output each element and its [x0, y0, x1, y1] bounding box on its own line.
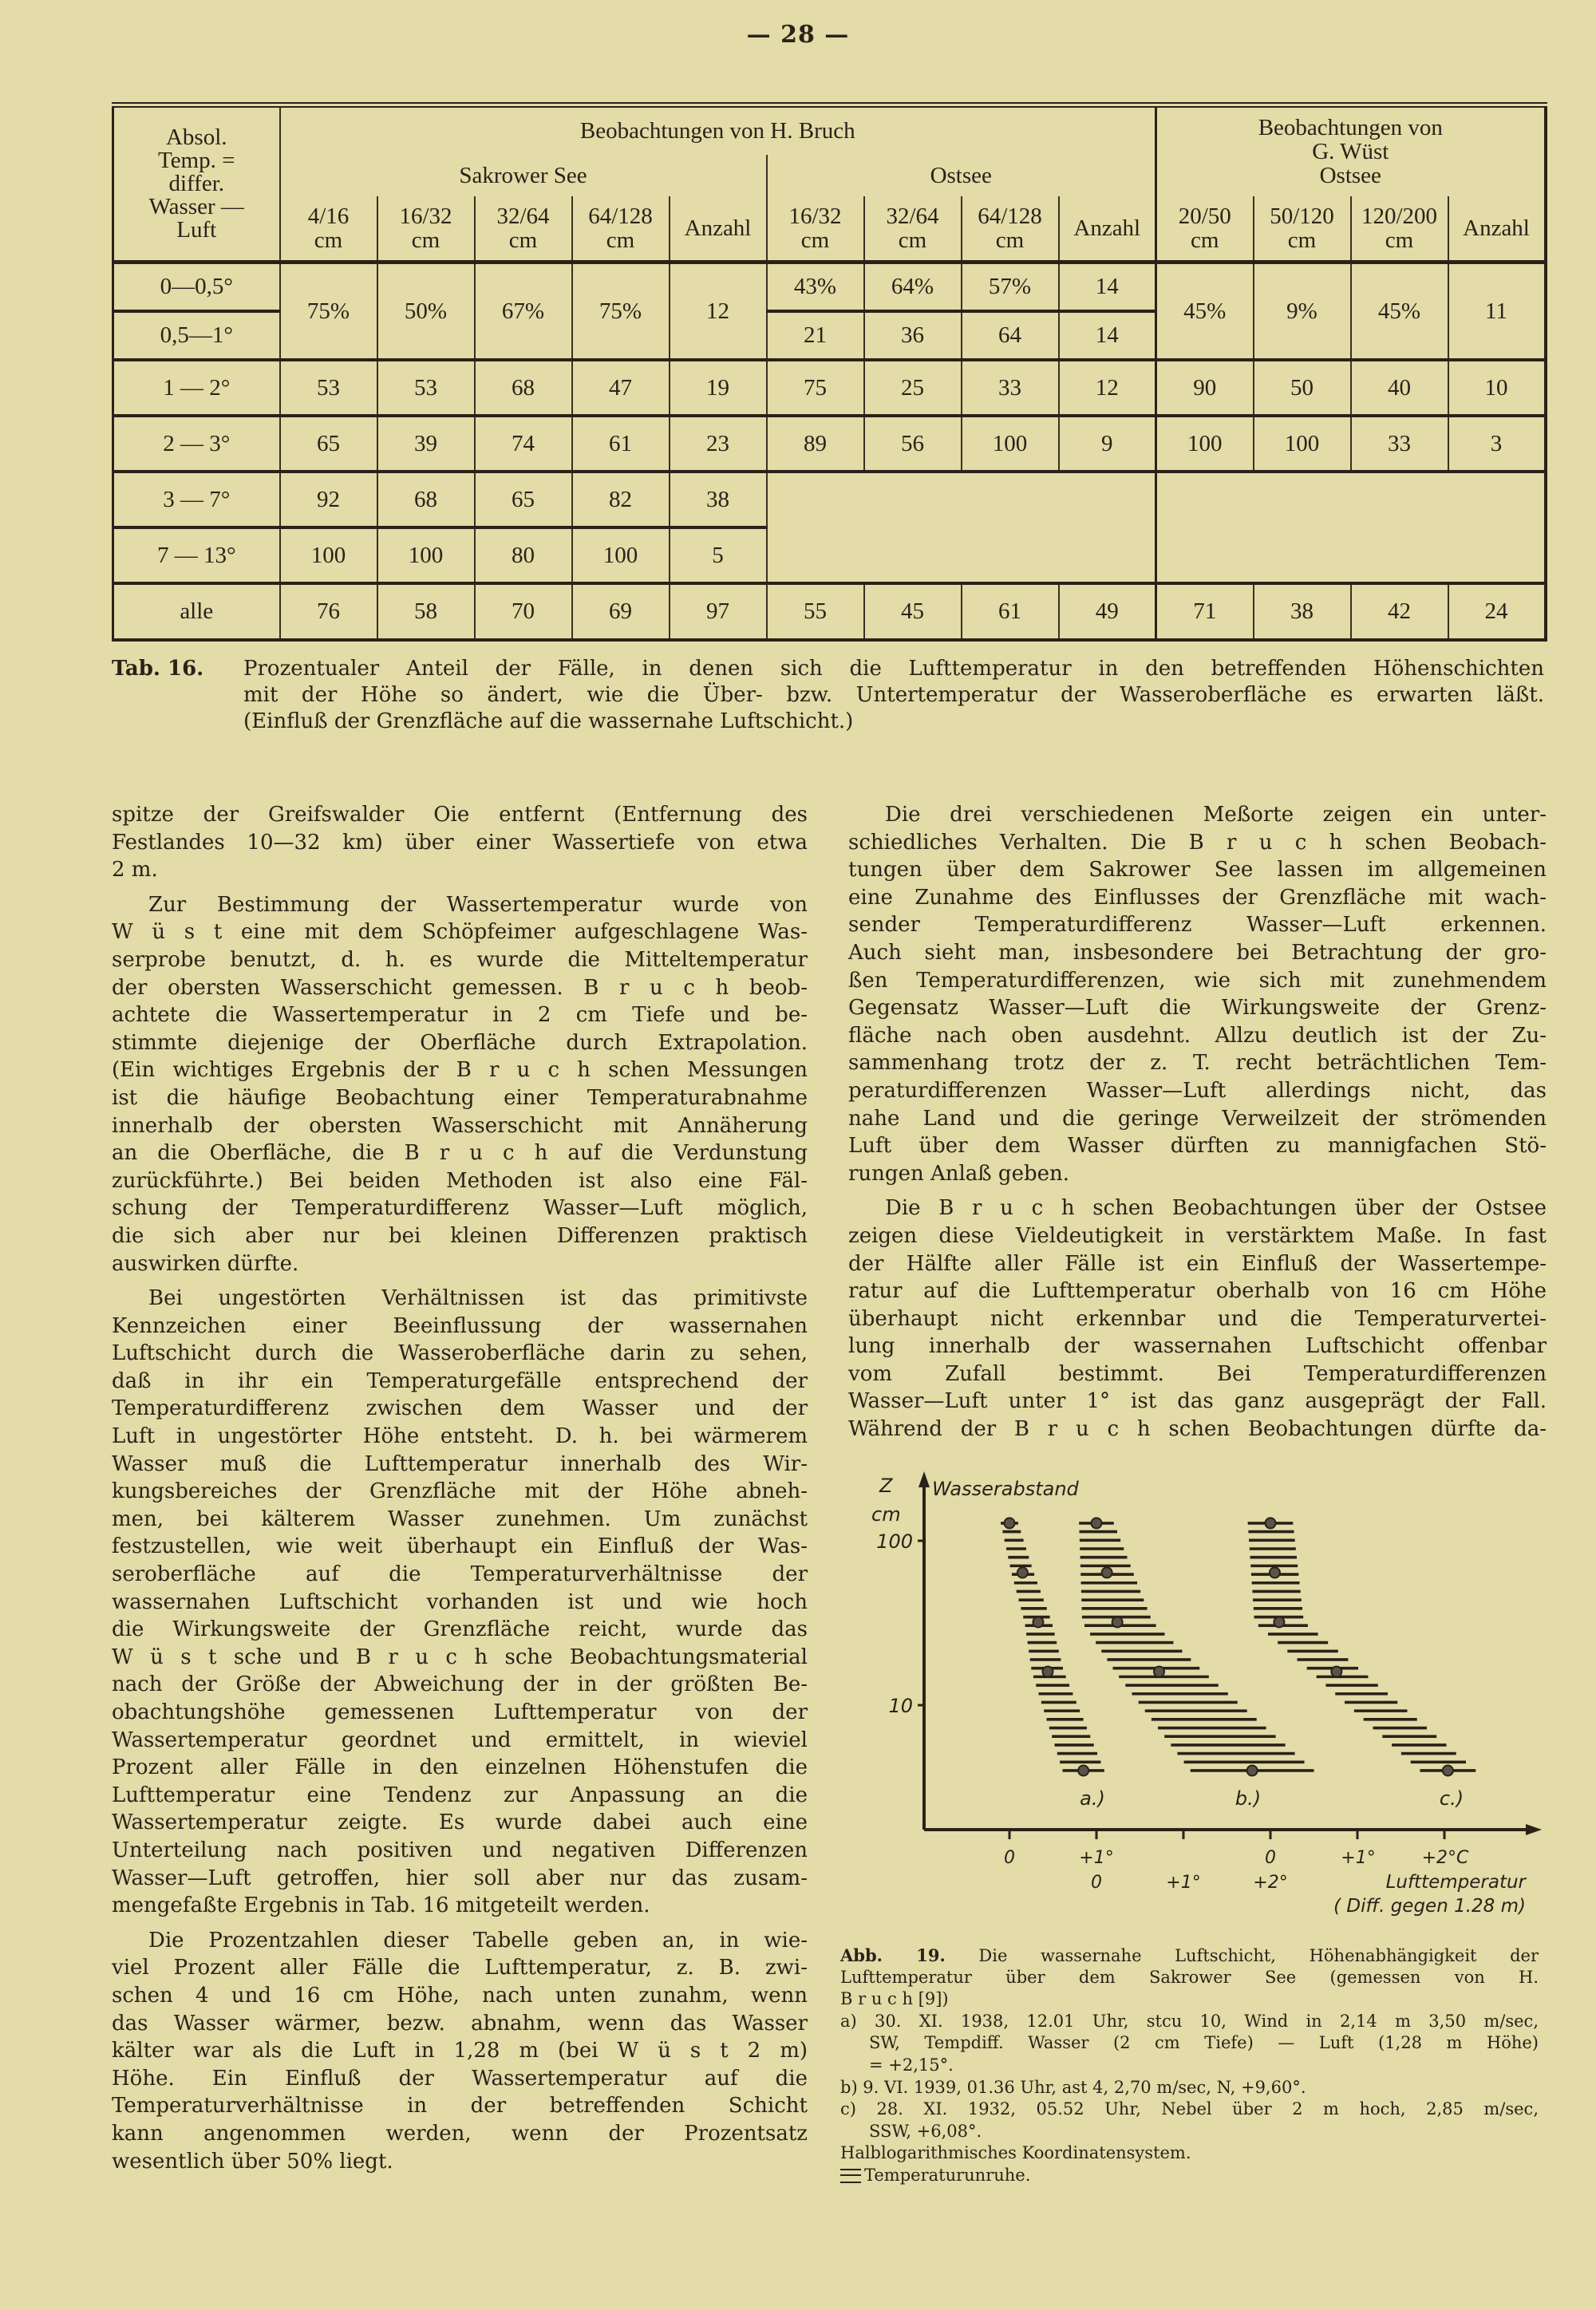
table-caption-line: mit der Höhe so ändert, wie die Über- bzw. Untertemperatur der Wasseroberfläche es erwarten läßt.: [243, 683, 1544, 707]
row-label: 3 — 7°: [113, 472, 280, 527]
row-label: alle: [113, 583, 280, 640]
text-line: Zur Bestimmung der Wassertemperatur wurde von: [148, 892, 808, 917]
figure-caption-legend: [840, 2165, 1539, 2187]
text-line: kälter war als die Luft in 1,28 m (bei W ü s t 2 m): [112, 2039, 808, 2063]
corner-header-line: Wasser —: [148, 194, 244, 219]
x-tick-label: 0: [1265, 1848, 1276, 1868]
paragraph: [112, 1927, 808, 2175]
wuest-group-header: [1156, 105, 1546, 196]
text-line: spitze der Greifswalder Oie entfernt (Entfernung des: [112, 803, 808, 827]
column-header-line: 32/64: [886, 203, 939, 229]
column-header: [1448, 196, 1546, 263]
triple-line-legend-icon: [840, 2169, 861, 2183]
data-point-profile-c: [1274, 1617, 1284, 1627]
text-line: Unterteilung nach positiven und negativen Differenzen: [112, 1838, 808, 1862]
x-tick-label: 0: [1004, 1848, 1015, 1868]
corner-header-line: differ.: [168, 171, 225, 196]
text-line: Temperaturdifferenz zwischen dem Wasser und der: [112, 1396, 808, 1421]
text-line: nahe Land und die geringe Verweilzeit der strömenden: [848, 1106, 1547, 1131]
row-label: 0—0,5°: [113, 263, 280, 311]
text-line: Luft in ungestörter Höhe entsteht. D. h. bei wärmerem: [112, 1424, 808, 1449]
table-cell: 10: [1448, 360, 1546, 416]
text-line: obachtungshöhe gemessenen Lufttemperatur von der: [112, 1700, 808, 1724]
data-point-profile-a: [1005, 1518, 1015, 1528]
text-line: Prozent aller Fälle in den einzelnen Höhenstufen die: [112, 1755, 808, 1780]
corner-header-line: Luft: [176, 217, 217, 243]
data-point-profile-c: [1270, 1567, 1280, 1578]
table-cell: 25: [864, 360, 962, 416]
figure-caption: [840, 1945, 1539, 2187]
column-header: [864, 196, 962, 263]
table-cell: 40: [1351, 360, 1448, 416]
x-tick-label: +1°: [1079, 1848, 1114, 1868]
table-row: [113, 472, 1546, 527]
table-cell: 69: [572, 583, 670, 640]
row-label: 0,5—1°: [113, 311, 280, 360]
text-line: Lufttemperatur eine Tendenz zur Anpassung an die: [112, 1783, 808, 1807]
y-tick-label-10: 10: [888, 1695, 913, 1717]
row-label: 1 — 2°: [113, 360, 280, 416]
table-cell: 14: [1059, 263, 1156, 311]
text-line: wassernahen Luftschicht vorhanden ist und wie hoch: [112, 1589, 808, 1614]
text-line: Luftschicht durch die Wasseroberfläche darin zu sehen,: [112, 1341, 808, 1366]
figure-caption-line: Lufttemperatur über dem Sakrower See (gemessen von H.: [840, 1967, 1539, 1987]
data-point-profile-c: [1266, 1518, 1276, 1528]
text-line: ist die häufige Beobachtung einer Temperaturabnahme: [112, 1085, 808, 1110]
table-cell: 70: [475, 583, 572, 640]
table-cell: 33: [1351, 416, 1448, 472]
table-cell: 38: [670, 472, 767, 527]
data-point-profile-b: [1092, 1518, 1102, 1528]
table-row: [113, 583, 1546, 640]
text-line: Wasser—Luft unter 1° ist das ganz ausgeprägt der Fall.: [848, 1389, 1547, 1414]
text-line: Die Prozentzahlen dieser Tabelle geben an, in wie-: [148, 1928, 808, 1953]
table-cell: 50%: [377, 263, 475, 360]
column-header-line: cm: [898, 227, 927, 253]
column-header: [670, 196, 767, 263]
text-line: Wassertemperatur zeigte. Es wurde dabei auch eine: [112, 1810, 808, 1835]
text-line: achtete die Wassertemperatur in 2 cm Tiefe und be-: [112, 1003, 808, 1028]
column-header-line: 20/50: [1178, 203, 1231, 229]
text-line: W ü s t sche und B r u c h sche Beobachtungsmaterial: [112, 1645, 808, 1669]
text-line: schung der Temperaturdifferenz Wasser—Luft möglich,: [112, 1196, 808, 1221]
table-cell: 67%: [475, 263, 572, 360]
data-table-16: [112, 102, 1547, 642]
data-point-profile-a: [1042, 1666, 1053, 1676]
table-cell: 24: [1448, 583, 1546, 640]
table-cell: 12: [1059, 360, 1156, 416]
column-header: [572, 196, 670, 263]
table-row: [113, 416, 1546, 472]
text-line: Luft über dem Wasser dürften zu mannigfachen Stö-: [848, 1134, 1547, 1159]
table-cell: 43%: [767, 263, 864, 311]
data-point-profile-a: [1033, 1617, 1043, 1627]
table-cell: 11: [1448, 263, 1546, 360]
table-cell: 68: [377, 472, 475, 527]
wuest-header-line: Ostsee: [1319, 163, 1381, 189]
table-cell: 64%: [864, 263, 962, 311]
text-line: Auch sieht man, insbesondere bei Betrachtung der gro-: [848, 940, 1547, 965]
column-header-line: 16/32: [399, 203, 452, 229]
profile-label-c: c.): [1439, 1787, 1464, 1810]
table-cell: 80: [475, 527, 572, 583]
data-point-profile-b: [1247, 1765, 1258, 1775]
column-header-line: cm: [1191, 227, 1219, 253]
table-caption-line: Prozentualer Anteil der Fälle, in denen sich die Lufttemperatur in den betreffenden Höhenschichten: [243, 657, 1544, 681]
text-line: tungen über dem Sakrower See lassen im allgemeinen: [848, 858, 1547, 883]
legend-text: Temperaturunruhe.: [864, 2165, 1031, 2185]
table-cell: 76: [280, 583, 377, 640]
column-header-line: cm: [314, 227, 343, 253]
table-cell: 19: [670, 360, 767, 416]
column-header-line: 64/128: [588, 203, 653, 229]
table-cell: 100: [962, 416, 1059, 472]
table-cell: 33: [962, 360, 1059, 416]
sakrower-see-header: Sakrower See: [280, 155, 767, 196]
text-line: an die Oberfläche, die B r u c h auf die Verdunstung: [112, 1141, 808, 1166]
table-cell: 56: [864, 416, 962, 472]
corner-header: [113, 105, 280, 263]
data-point-profile-c: [1443, 1765, 1453, 1775]
table-cell: 92: [280, 472, 377, 527]
table-row: [113, 360, 1546, 416]
text-line: wesentlich über 50% liegt.: [112, 2149, 393, 2174]
table-cell: 100: [1254, 416, 1351, 472]
text-line: schiedliches Verhalten. Die B r u c h schen Beobach-: [848, 830, 1547, 855]
text-line: kungsbereiches der Grenzfläche mit der Höhe abneh-: [112, 1479, 808, 1504]
right-text-column: [848, 801, 1547, 1443]
x-tick-label: +1°: [1166, 1873, 1201, 1893]
column-header: [475, 196, 572, 263]
table-cell: 75: [767, 360, 864, 416]
x-tick-label: +2°C: [1421, 1848, 1469, 1868]
figure-caption-line: Halblogarithmisches Koordinatensystem.: [840, 2143, 1191, 2163]
figure-caption-line: a) 30. XI. 1938, 12.01 Uhr, stcu 10, Wind in 2,14 m 3,50 m/sec,: [840, 2011, 1539, 2031]
column-header-line: 16/32: [788, 203, 842, 229]
paragraph: [848, 1194, 1547, 1443]
figure-19-temperature-profile: [838, 1460, 1556, 1923]
table-cell: 71: [1156, 583, 1254, 640]
data-point-profile-a: [1078, 1765, 1088, 1775]
column-header: [962, 196, 1059, 263]
figure-caption-title: Die wassernahe Luftschicht, Höhenabhängigkeit der: [978, 1946, 1539, 1965]
data-point-profile-b: [1102, 1567, 1112, 1578]
paragraph: [112, 891, 808, 1277]
table-cell: 74: [475, 416, 572, 472]
table-cell: 100: [572, 527, 670, 583]
text-line: zeigen diese Vieldeutigkeit in verstärktem Maße. In fast: [848, 1223, 1547, 1248]
column-header-line: cm: [411, 227, 440, 253]
y-tick-label-100: 100: [876, 1530, 913, 1553]
text-line: festzustellen, wie weit überhaupt ein Einfluß der Was-: [112, 1534, 808, 1559]
data-point-profile-b: [1112, 1617, 1123, 1627]
table-cell: 65: [475, 472, 572, 527]
table-caption-line: (Einfluß der Grenzfläche auf die wassernahe Luftschicht.): [243, 709, 854, 733]
text-line: eine Zunahme des Einflusses der Grenzfläche mit wach-: [848, 885, 1547, 910]
x-tick-label: 0: [1091, 1873, 1102, 1893]
table-cell: 9: [1059, 416, 1156, 472]
table-cell: 58: [377, 583, 475, 640]
table-cell: 89: [767, 416, 864, 472]
text-line: mengefaßte Ergebnis in Tab. 16 mitgeteilt werden.: [112, 1893, 650, 1918]
text-line: fläche nach oben ausdehnt. Allzu deutlich ist der Zu-: [848, 1023, 1547, 1048]
table-cell: 14: [1059, 311, 1156, 360]
column-header-line: Anzahl: [684, 215, 752, 241]
text-line: stimmte diejenige der Oberfläche durch Extrapolation.: [112, 1030, 808, 1055]
table-cell: 39: [377, 416, 475, 472]
text-line: Bei ungestörten Verhältnissen ist das primitivste: [148, 1286, 808, 1311]
table-cell: 57%: [962, 263, 1059, 311]
figure-caption-line: c) 28. XI. 1932, 05.52 Uhr, Nebel über 2 m hoch, 2,85 m/sec,: [840, 2099, 1539, 2119]
x-axis-arrow: [1526, 1824, 1542, 1835]
text-line: ßen Temperaturdifferenzen, wie sich mit zunehmendem: [848, 968, 1547, 993]
data-point-profile-c: [1331, 1666, 1341, 1676]
table-cell: 45%: [1351, 263, 1448, 360]
table-cell: 47: [572, 360, 670, 416]
table-cell: 61: [572, 416, 670, 472]
text-line: die Wirkungsweite der Grenzfläche reicht, wurde das: [112, 1617, 808, 1642]
paragraph: [112, 1285, 808, 1920]
column-header: [280, 196, 377, 263]
text-line: die sich aber nur bei kleinen Differenzen praktisch: [112, 1223, 808, 1248]
column-header: [1156, 196, 1254, 263]
table-cell: 42: [1351, 583, 1448, 640]
page-number: — 28 —: [746, 21, 850, 49]
text-line: sammenhang trotz der z. T. recht beträchtlichen Tem-: [848, 1051, 1547, 1076]
table-cell: 68: [475, 360, 572, 416]
corner-header-line: Temp. =: [158, 148, 235, 173]
figure-caption-line: [840, 1945, 1539, 1967]
text-line: der Hälfte aller Fälle ist ein Einfluß der Wassertempe-: [848, 1251, 1547, 1276]
column-header-line: 64/128: [978, 203, 1042, 229]
column-header-line: cm: [995, 227, 1025, 253]
text-line: nach der Größe der Abweichung der in der größten Be-: [112, 1672, 808, 1697]
x-tick-label: +1°: [1341, 1848, 1376, 1868]
y-axis-arrow: [918, 1471, 930, 1487]
table-cell: 3: [1448, 416, 1546, 472]
text-line: überhaupt nicht erkennbar und die Temperaturvertei-: [848, 1306, 1547, 1331]
text-line: lung innerhalb der wassernahen Luftschicht offenbar: [848, 1334, 1547, 1359]
column-header: [767, 196, 864, 263]
table-cell: 100: [377, 527, 475, 583]
text-line: W ü s t eine mit dem Schöpfeimer aufgeschlagene Was-: [112, 920, 808, 945]
text-line: men, bei kälterem Wasser zunehmen. Um zunächst: [112, 1506, 808, 1531]
column-header-line: cm: [1385, 227, 1414, 253]
figure-caption-line: SW, Tempdiff. Wasser (2 cm Tiefe) — Luft (1,28 m Höhe): [869, 2033, 1539, 2053]
table-cell: 82: [572, 472, 670, 527]
text-line: rungen Anlaß geben.: [848, 1161, 1069, 1186]
table-cell: 75%: [280, 263, 377, 360]
text-line: sender Temperaturdifferenz Wasser—Luft erkennen.: [848, 913, 1547, 938]
column-header: [1059, 196, 1156, 263]
table-cell: 5: [670, 527, 767, 583]
table-cell: 90: [1156, 360, 1254, 416]
text-line: Gegensatz Wasser—Luft die Wirkungsweite der Grenz-: [848, 996, 1547, 1021]
text-line: auswirken dürfte.: [112, 1251, 299, 1276]
text-line: Die drei verschiedenen Meßorte zeigen ein unter-: [885, 803, 1547, 827]
text-line: 2 m.: [112, 858, 158, 883]
y-axis-unit: cm: [871, 1503, 901, 1526]
table-cell: 61: [962, 583, 1059, 640]
x-axis-sublabel: ( Diff. gegen 1.28 m): [1333, 1896, 1526, 1917]
text-line: Wassertemperatur geordnet und ermittelt, in wieviel: [112, 1728, 808, 1752]
column-header-line: 120/200: [1361, 203, 1438, 229]
table-cell: 55: [767, 583, 864, 640]
text-line: peraturdifferenzen Wasser—Luft allerdings nicht, das: [848, 1078, 1547, 1103]
table-cell: 53: [280, 360, 377, 416]
text-line: Während der B r u c h schen Beobachtungen dürfte da-: [848, 1417, 1547, 1442]
text-line: ratur auf die Lufttemperatur oberhalb von 16 cm Höhe: [848, 1279, 1547, 1304]
data-point-profile-a: [1017, 1567, 1028, 1578]
paragraph: [848, 801, 1547, 1187]
y-axis-symbol: Z: [879, 1475, 893, 1497]
bruch-group-header: Beobachtungen von H. Bruch: [280, 105, 1156, 155]
x-axis-label: Lufttemperatur: [1385, 1872, 1526, 1893]
text-line: kann angenommen werden, wenn der Prozentsatz: [112, 2121, 808, 2146]
column-header: [377, 196, 475, 263]
text-line: der obersten Wasserschicht gemessen. B r u c h beob-: [112, 975, 808, 1000]
text-line: daß in ihr ein Temperaturgefälle entsprechend der: [112, 1368, 808, 1393]
table-caption-label: Tab. 16.: [112, 657, 204, 681]
column-header-line: Anzahl: [1463, 215, 1530, 241]
column-header: [1254, 196, 1351, 263]
column-header-line: cm: [800, 227, 830, 253]
empty-cell: [767, 472, 1156, 583]
column-header-line: Anzahl: [1073, 215, 1141, 241]
text-line: Festlandes 10—32 km) über einer Wassertiefe von etwa: [112, 830, 808, 855]
text-line: Kennzeichen einer Beeinflussung der wassernahen: [112, 1313, 808, 1338]
profile-label-b: b.): [1235, 1787, 1262, 1810]
column-header-line: cm: [1287, 227, 1317, 253]
column-header-line: 4/16: [307, 203, 350, 229]
corner-header-line: Absol.: [165, 124, 227, 150]
text-line: schen 4 und 16 cm Höhe, nach unten zunahm, wenn: [112, 1983, 808, 2008]
table-cell: 100: [1156, 416, 1254, 472]
table-cell: 45%: [1156, 263, 1254, 360]
data-point-profile-b: [1154, 1666, 1164, 1676]
bruch-ostsee-header: Ostsee: [767, 155, 1156, 196]
figure-caption-line: B r u c h [9]): [840, 1989, 949, 2009]
table-cell: 49: [1059, 583, 1156, 640]
table-cell: 75%: [572, 263, 670, 360]
figure-caption-label: Abb. 19.: [840, 1945, 946, 1965]
text-line: viel Prozent aller Fälle die Lufttemperatur, z. B. zwi-: [112, 1956, 808, 1980]
column-header-line: cm: [606, 227, 635, 253]
column-header-line: 50/120: [1270, 203, 1334, 229]
text-line: das Wasser wärmer, bezw. abnahm, wenn das Wasser: [112, 2011, 808, 2036]
text-line: Temperaturverhältnisse in der betreffenden Schicht: [112, 2094, 808, 2118]
column-header-line: cm: [508, 227, 538, 253]
table-cell: 23: [670, 416, 767, 472]
wuest-header-line: G. Wüst: [1312, 139, 1389, 165]
table-cell: 50: [1254, 360, 1351, 416]
profile-label-a: a.): [1080, 1787, 1105, 1810]
table-row: [113, 263, 1546, 311]
left-text-column: [112, 801, 808, 2175]
column-header: [1351, 196, 1448, 263]
text-line: Wasser muß die Lufttemperatur innerhalb des Wir-: [112, 1451, 808, 1476]
text-line: seroberfläche auf die Temperaturverhältnisse der: [112, 1562, 808, 1587]
table-cell: 12: [670, 263, 767, 360]
empty-cell: [1156, 472, 1546, 583]
x-tick-label: +2°: [1253, 1873, 1288, 1893]
table-cell: 100: [280, 527, 377, 583]
text-line: Wasser—Luft getroffen, hier soll aber nur das zusam-: [112, 1866, 808, 1890]
column-header-line: 32/64: [496, 203, 550, 229]
figure-caption-line: SSW, +6,08°.: [869, 2121, 982, 2141]
text-line: serprobe benutzt, d. h. es wurde die Mitteltemperatur: [112, 947, 808, 972]
table-cell: 38: [1254, 583, 1351, 640]
table-cell: 36: [864, 311, 962, 360]
text-line: Höhe. Ein Einfluß der Wassertemperatur auf die: [112, 2066, 808, 2091]
table-cell: 97: [670, 583, 767, 640]
text-line: zurückführte.) Bei beiden Methoden ist also eine Fäl-: [112, 1168, 808, 1193]
text-line: Die B r u c h schen Beobachtungen über der Ostsee: [885, 1196, 1547, 1221]
row-label: 7 — 13°: [113, 527, 280, 583]
figure-caption-line: b) 9. VI. 1939, 01.36 Uhr, ast 4, 2,70 m/sec, N, +9,60°.: [840, 2077, 1306, 2097]
table-caption-text: [243, 656, 1544, 735]
text-line: vom Zufall bestimmt. Bei Temperaturdifferenzen: [848, 1361, 1547, 1386]
text-line: innerhalb der obersten Wasserschicht mit Annäherung: [112, 1113, 808, 1138]
wuest-header-line: Beobachtungen von: [1258, 115, 1443, 141]
figure-caption-line: = +2,15°.: [869, 2055, 954, 2075]
table-cell: 53: [377, 360, 475, 416]
table-cell: 65: [280, 416, 377, 472]
paragraph: [112, 801, 808, 884]
table-cell: 9%: [1254, 263, 1351, 360]
text-line: (Ein wichtiges Ergebnis der B r u c h schen Messungen: [112, 1058, 808, 1083]
table-cell: 21: [767, 311, 864, 360]
table-cell: 64: [962, 311, 1059, 360]
table-cell: 45: [864, 583, 962, 640]
y-axis-label: Wasserabstand: [932, 1478, 1079, 1500]
row-label: 2 — 3°: [113, 416, 280, 472]
